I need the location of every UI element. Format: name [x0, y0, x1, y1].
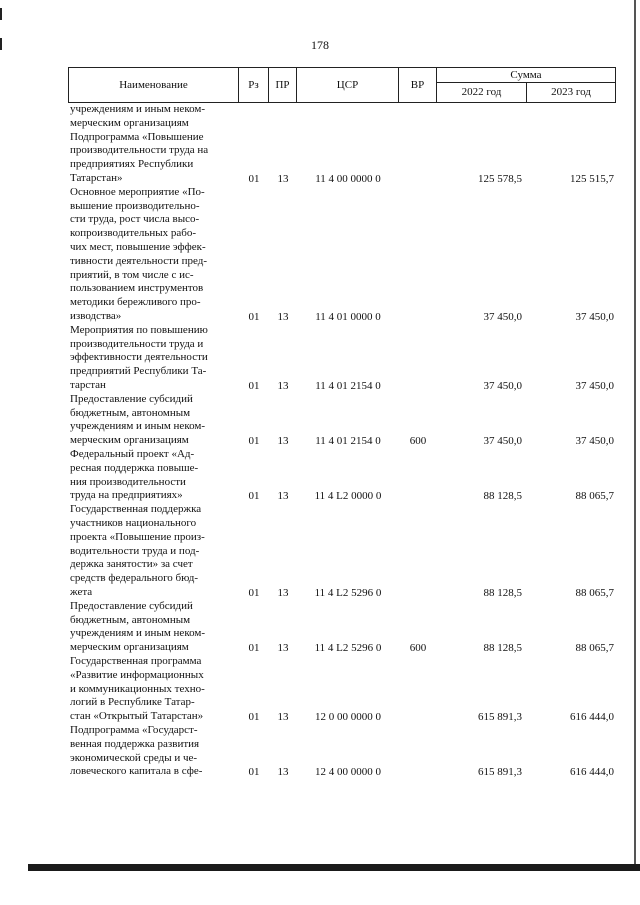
row-name — [70, 324, 236, 393]
row-pr: 13 — [277, 490, 289, 503]
row-sum-2023: 88 065,7 — [575, 490, 614, 503]
row-name — [70, 131, 236, 186]
row-rz: 01 — [248, 490, 260, 503]
row-name-line: мерческим организациям — [70, 434, 189, 447]
header-rz: Рз — [239, 68, 269, 102]
row-csr: 11 4 L2 0000 0 — [314, 490, 382, 503]
row-name-line: копроизводительных рабо- — [70, 227, 197, 240]
row-name — [70, 655, 236, 724]
row-pr: 13 — [277, 172, 289, 185]
row-name-line: Государственная программа — [70, 654, 202, 667]
row-rz: 01 — [248, 434, 260, 447]
row-name-line: труда на предприятиях» — [70, 489, 183, 502]
row-name-line: Основное мероприятие «По- — [70, 185, 205, 198]
row-name-line: предприятий Республики Та- — [70, 365, 207, 378]
row-name-line: логий в Республике Татар- — [70, 696, 195, 709]
row-name-line: сти труда, рост числа высо- — [70, 213, 200, 226]
row-rz: 01 — [248, 641, 260, 654]
row-csr: 11 4 01 0000 0 — [315, 310, 381, 323]
row-sum-2022: 88 128,5 — [483, 586, 522, 599]
page-number: 178 — [311, 38, 329, 52]
row-name-line: чих мест, повышение эффек- — [70, 240, 206, 253]
row-sum-2022: 37 450,0 — [483, 434, 522, 447]
header-csr: ЦСР — [297, 68, 399, 102]
row-rz: 01 — [248, 172, 260, 185]
row-name-line: Предоставление субсидий — [70, 599, 193, 612]
row-name-line: Мероприятия по повышению — [70, 323, 208, 336]
row-name-line: тивности деятельности пред- — [70, 254, 207, 267]
row-rz: 01 — [248, 766, 260, 779]
table-row — [68, 131, 616, 186]
row-name-line: предприятиях Республики — [70, 158, 194, 171]
row-name-line: проекта «Повышение произ- — [70, 530, 205, 543]
row-name-line: Подпрограмма «Государст- — [70, 723, 198, 736]
row-name-line: учреждениям и иным неком- — [70, 420, 206, 433]
row-name-line: экономической среды и че- — [70, 751, 198, 764]
table-row — [68, 186, 616, 324]
header-pr: ПР — [269, 68, 297, 102]
row-csr: 11 4 00 0000 0 — [315, 172, 381, 185]
row-name-line: мерческим организациям — [70, 116, 189, 129]
row-sum-2023: 616 444,0 — [570, 766, 614, 779]
row-name-line: пользованием инструментов — [70, 282, 204, 295]
row-sum-2023: 88 065,7 — [575, 586, 614, 599]
row-csr: 12 0 00 0000 0 — [315, 710, 381, 723]
row-name-line: приятий, в том числе с ис- — [70, 268, 194, 281]
header-vr: ВР — [399, 68, 437, 102]
row-csr: 12 4 00 0000 0 — [315, 766, 381, 779]
row-pr: 13 — [277, 766, 289, 779]
row-pr: 13 — [277, 310, 289, 323]
row-name-line: «Развитие информационных — [70, 668, 204, 681]
row-name-line: водительности труда и под- — [70, 544, 200, 557]
row-sum-2022: 615 891,3 — [478, 710, 522, 723]
row-sum-2022: 88 128,5 — [483, 490, 522, 503]
row-sum-2023: 88 065,7 — [575, 641, 614, 654]
row-sum-2023: 37 450,0 — [575, 310, 614, 323]
row-name — [70, 393, 236, 448]
table-row — [68, 724, 616, 779]
table-row — [68, 103, 616, 131]
row-rz: 01 — [248, 379, 260, 392]
row-sum-2023: 616 444,0 — [570, 710, 614, 723]
row-name — [70, 186, 236, 324]
margin-mark — [0, 8, 2, 20]
table-row — [68, 655, 616, 724]
header-sum: Сумма — [437, 68, 615, 83]
row-name-line: держка занятости» за счет — [70, 558, 193, 571]
row-name-line: бюджетным, автономным — [70, 406, 191, 419]
row-name-line: мерческим организациям — [70, 641, 189, 654]
row-name-line: Предоставление субсидий — [70, 392, 193, 405]
row-csr: 11 4 01 2154 0 — [315, 434, 381, 447]
row-name-line: производительности труда на — [70, 144, 209, 157]
row-name-line: средств федерального бюд- — [70, 572, 199, 585]
table-body — [68, 103, 616, 779]
row-pr: 13 — [277, 434, 289, 447]
row-name — [70, 600, 236, 655]
row-sum-2023: 37 450,0 — [575, 434, 614, 447]
table-row — [68, 503, 616, 600]
row-name-line: и коммуникационных техно- — [70, 682, 205, 695]
scan-edge — [634, 0, 636, 865]
table-row — [68, 393, 616, 448]
row-name-line: стан «Открытый Татарстан» — [70, 710, 204, 723]
row-rz: 01 — [248, 710, 260, 723]
row-rz: 01 — [248, 586, 260, 599]
row-name-line: венная поддержка развития — [70, 737, 200, 750]
row-pr: 13 — [277, 641, 289, 654]
row-rz: 01 — [248, 310, 260, 323]
row-pr: 13 — [277, 586, 289, 599]
header-name: Наименование — [69, 68, 239, 102]
row-name-line: ловеческого капитала в сфе- — [70, 765, 203, 778]
row-name — [70, 448, 236, 503]
row-sum-2022: 88 128,5 — [483, 641, 522, 654]
header-year-2022: 2022 год — [437, 82, 527, 102]
table-header — [68, 67, 616, 103]
row-sum-2022: 37 450,0 — [483, 310, 522, 323]
row-name-line: изводства» — [70, 309, 122, 322]
row-name-line: тарстан — [70, 378, 106, 391]
header-year-2023: 2023 год — [551, 86, 591, 98]
row-sum-2022: 125 578,5 — [478, 172, 522, 185]
scan-bottom-bar — [28, 864, 640, 871]
row-name-line: учреждениям и иным неком- — [70, 103, 206, 115]
row-name — [70, 503, 236, 600]
row-name-line: Государственная поддержка — [70, 503, 202, 516]
row-name-line: вышение производительно- — [70, 199, 200, 212]
row-sum-2022: 615 891,3 — [478, 766, 522, 779]
row-csr: 11 4 01 2154 0 — [315, 379, 381, 392]
row-name-line: методики бережливого про- — [70, 296, 201, 309]
row-vr: 600 — [409, 641, 427, 654]
row-csr: 11 4 L2 5296 0 — [314, 586, 382, 599]
row-name-line: ния производительности — [70, 475, 186, 488]
row-csr: 11 4 L2 5296 0 — [314, 641, 382, 654]
row-name — [70, 103, 236, 131]
row-sum-2023: 37 450,0 — [575, 379, 614, 392]
row-pr: 13 — [277, 379, 289, 392]
row-name-line: бюджетным, автономным — [70, 613, 191, 626]
row-vr: 600 — [409, 434, 427, 447]
table-row — [68, 448, 616, 503]
row-name-line: Татарстан» — [70, 171, 123, 184]
row-name-line: Федеральный проект «Ад- — [70, 447, 195, 460]
row-pr: 13 — [277, 710, 289, 723]
row-name-line: учреждениям и иным неком- — [70, 627, 206, 640]
row-name-line: Подпрограмма «Повышение — [70, 130, 204, 143]
row-name-line: участников национального — [70, 516, 197, 529]
row-name-line: ресная поддержка повыше- — [70, 461, 199, 474]
budget-table — [68, 67, 616, 779]
row-sum-2022: 37 450,0 — [483, 379, 522, 392]
row-name-line: производительности труда и — [70, 337, 204, 350]
table-row — [68, 324, 616, 393]
row-name-line: эффективности деятельности — [70, 351, 208, 364]
row-name — [70, 724, 236, 779]
row-sum-2023: 125 515,7 — [570, 172, 614, 185]
table-row — [68, 600, 616, 655]
row-name-line: жета — [70, 585, 93, 598]
